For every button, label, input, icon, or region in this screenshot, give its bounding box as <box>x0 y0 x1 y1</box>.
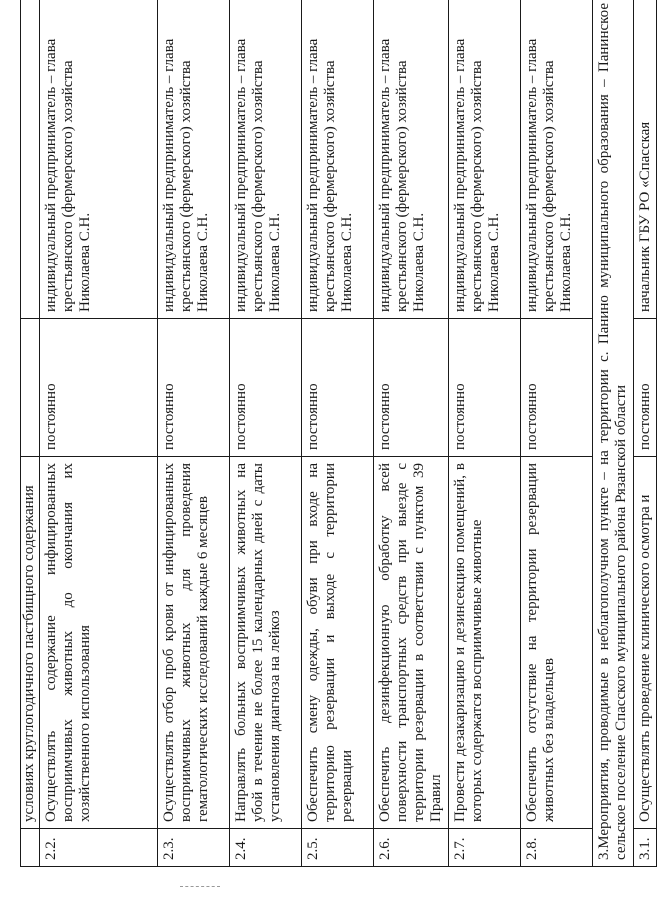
measure-text: Провести дезакаризацию и дезинсекцию помещений, в которых содержатся восприимчивые животные <box>449 457 521 829</box>
responsible-text: индивидуальный предприниматель – глава крестьянского (фермерского) хозяйства Николаева С.Н. <box>40 0 158 319</box>
responsible-text: индивидуальный предприниматель – глава крестьянского (фермерского) хозяйства Николаева С.Н. <box>521 0 593 319</box>
measure-text: Направлять больных восприимчивых животных на убой в течение не более 15 календарных дней с даты установления диагноза на лейкоз <box>230 457 302 829</box>
term-text: постоянно <box>158 319 230 457</box>
measure-text: Осуществлять содержание инфицированных восприимчивых животных до окончания их хозяйственного использования <box>40 457 158 829</box>
row-number: 2.8. <box>521 829 593 867</box>
measures-table <box>20 0 657 867</box>
measure-text: Осуществлять отбор проб крови от инфицированных восприимчивых животных для проведения гематологических исследований каждые 6 месяцев <box>158 457 230 829</box>
responsible-text: индивидуальный предприниматель – глава крестьянского (фермерского) хозяйства Николаева С.Н. <box>230 0 302 319</box>
term-text: постоянно <box>230 319 302 457</box>
scan-margin-mark <box>180 885 220 887</box>
term-text: постоянно <box>302 319 374 457</box>
measure-text: Обеспечить смену одежды, обуви при входе на территорию резервации и выходе с территории резервации <box>302 457 374 829</box>
table-row <box>521 0 593 867</box>
table-row <box>374 0 449 867</box>
table-row-continuation <box>21 0 40 867</box>
section-3-heading: 3.Мероприятия, проводимые в неблагополучном пункте – на территории с. Панино муниципального образования – Панинское сельское поселение Спасского муниципального района Рязанской области <box>593 0 634 867</box>
responsible-text: индивидуальный предприниматель – глава крестьянского (фермерского) хозяйства Николаева С.Н. <box>374 0 449 319</box>
term-text: постоянно <box>40 319 158 457</box>
row-number: 2.7. <box>449 829 521 867</box>
row-number: 2.4. <box>230 829 302 867</box>
table-row <box>230 0 302 867</box>
row-number: 2.5. <box>302 829 374 867</box>
term-text: постоянно <box>521 319 593 457</box>
term-text: постоянно <box>374 319 449 457</box>
measure-text: Обеспечить отсутствие на территории резервации животных без владельцев <box>521 457 593 829</box>
table-row <box>302 0 374 867</box>
term-text: постоянно <box>449 319 521 457</box>
row-number: 2.6. <box>374 829 449 867</box>
table-row <box>449 0 521 867</box>
measure-text: Осуществлять проведение клинического осмотра и <box>634 457 657 829</box>
term-text: постоянно <box>634 319 657 457</box>
row-number-cell <box>21 829 40 867</box>
table-row <box>158 0 230 867</box>
responsible-text: начальник ГБУ РО «Спасская <box>634 0 657 319</box>
responsible-text: индивидуальный предприниматель – глава крестьянского (фермерского) хозяйства Николаева С.Н. <box>449 0 521 319</box>
responsible-text: индивидуальный предприниматель – глава крестьянского (фермерского) хозяйства Николаева С.Н. <box>302 0 374 319</box>
measure-cell: условиях круглогодичного пастбищного содержания <box>21 457 40 829</box>
term-cell <box>21 319 40 457</box>
row-number: 2.2. <box>40 829 158 867</box>
section-3-heading-row <box>593 0 634 867</box>
row-number: 2.3. <box>158 829 230 867</box>
measure-text: Обеспечить дезинфекционную обработку всей поверхности транспортных средств при выезде с территории резервации в соответствии с пунктом 39 Правил <box>374 457 449 829</box>
responsible-cell <box>21 0 40 319</box>
table-row <box>634 0 657 867</box>
row-number: 3.1. <box>634 829 657 867</box>
table-row <box>40 0 158 867</box>
responsible-text: индивидуальный предприниматель – глава крестьянского (фермерского) хозяйства Николаева С.Н. <box>158 0 230 319</box>
